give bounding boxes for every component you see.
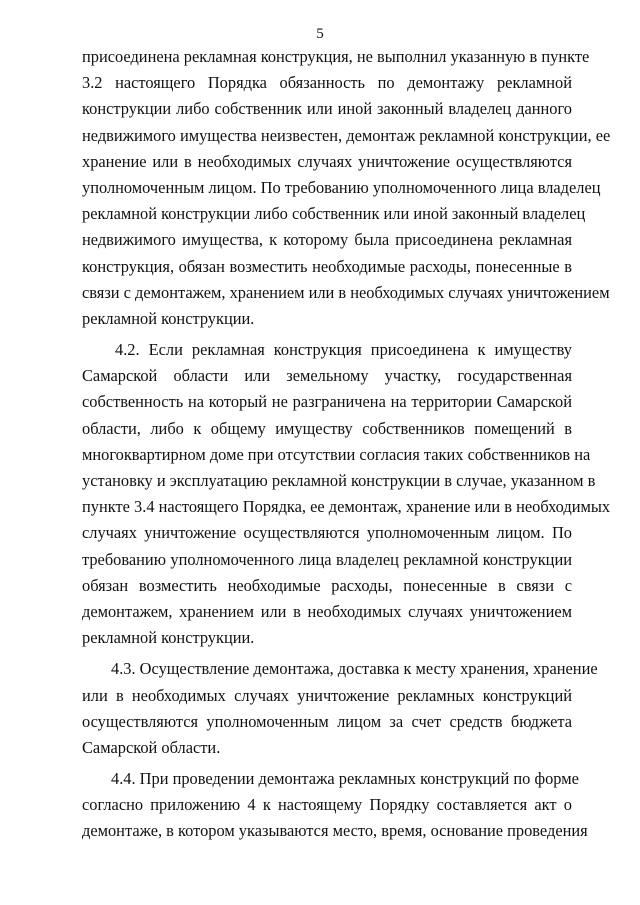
text-line: согласно приложению 4 к настоящему Порядку составляется акт о — [82, 795, 572, 815]
text-line: многоквартирном доме при отсутствии согласия таких собственников на — [82, 444, 591, 464]
text-line: 4.2. Если рекламная конструкция присоединена к имуществу — [115, 340, 572, 360]
text-line: рекламной конструкции либо собственник или иной законный владелец — [82, 204, 586, 224]
text-line: хранение или в необходимых случаях уничтожение осуществляются — [82, 151, 572, 171]
text-line: пункте 3.4 настоящего Порядка, ее демонтаж, хранение или в необходимых — [82, 497, 611, 517]
text-line: недвижимого имущества, к которому была присоединена рекламная — [82, 230, 572, 250]
text-line: связи с демонтажем, хранением или в необходимых случаях уничтожением — [82, 282, 610, 302]
text-line: требованию уполномоченного лица владелец рекламной конструкции — [82, 549, 572, 569]
text-line: демонтаже, в котором указываются место, время, основание проведения — [82, 821, 588, 841]
text-line: конструкции либо собственник или иной законный владелец данного — [82, 99, 572, 119]
text-line: осуществляются уполномоченным лицом за счет средств бюджета — [82, 711, 572, 731]
paragraph-4-3 — [82, 656, 598, 761]
paragraph-4-2 — [82, 337, 611, 651]
text-line: рекламной конструкции. — [82, 628, 255, 648]
text-line: присоединена рекламная конструкция, не выполнил указанную в пункте — [82, 47, 590, 66]
document-body — [82, 44, 611, 845]
text-line: рекламной конструкции. — [82, 308, 255, 328]
text-line: демонтажем, хранением или в необходимых случаях уничтожением — [82, 601, 572, 621]
text-line: или в необходимых случаях уничтожение рекламных конструкций — [82, 685, 572, 705]
text-line: 4.4. При проведении демонтажа рекламных конструкций по форме — [111, 769, 579, 789]
text-line: Самарской области. — [82, 737, 221, 757]
page-number: 5 — [316, 26, 324, 42]
text-line: случаях уничтожение осуществляются уполномоченным лицом. По — [82, 523, 572, 543]
text-line: уполномоченным лицом. По требованию уполномоченного лица владелец — [82, 177, 601, 197]
text-line: обязан возместить необходимые расходы, понесенные в связи с — [82, 575, 572, 595]
text-line: установку и эксплуатацию рекламной конструкции в случае, указанном в — [82, 471, 596, 490]
paragraph-4-4 — [82, 766, 588, 845]
text-line: недвижимого имущества неизвестен, демонтаж рекламной конструкции, ее — [82, 125, 611, 145]
text-line: области, либо к общему имуществу собственников помещений в — [82, 418, 572, 438]
text-line: 4.3. Осуществление демонтажа, доставка к месту хранения, хранение — [111, 659, 598, 679]
paragraph-continuation — [82, 44, 611, 332]
text-line: Самарской области или земельному участку, государственная — [82, 366, 572, 386]
text-line: конструкция, обязан возместить необходимые расходы, понесенные в — [82, 256, 572, 276]
text-line: 3.2 настоящего Порядка обязанность по демонтажу рекламной — [82, 73, 572, 93]
text-line: собственность на который не разграничена на территории Самарской — [82, 392, 572, 412]
